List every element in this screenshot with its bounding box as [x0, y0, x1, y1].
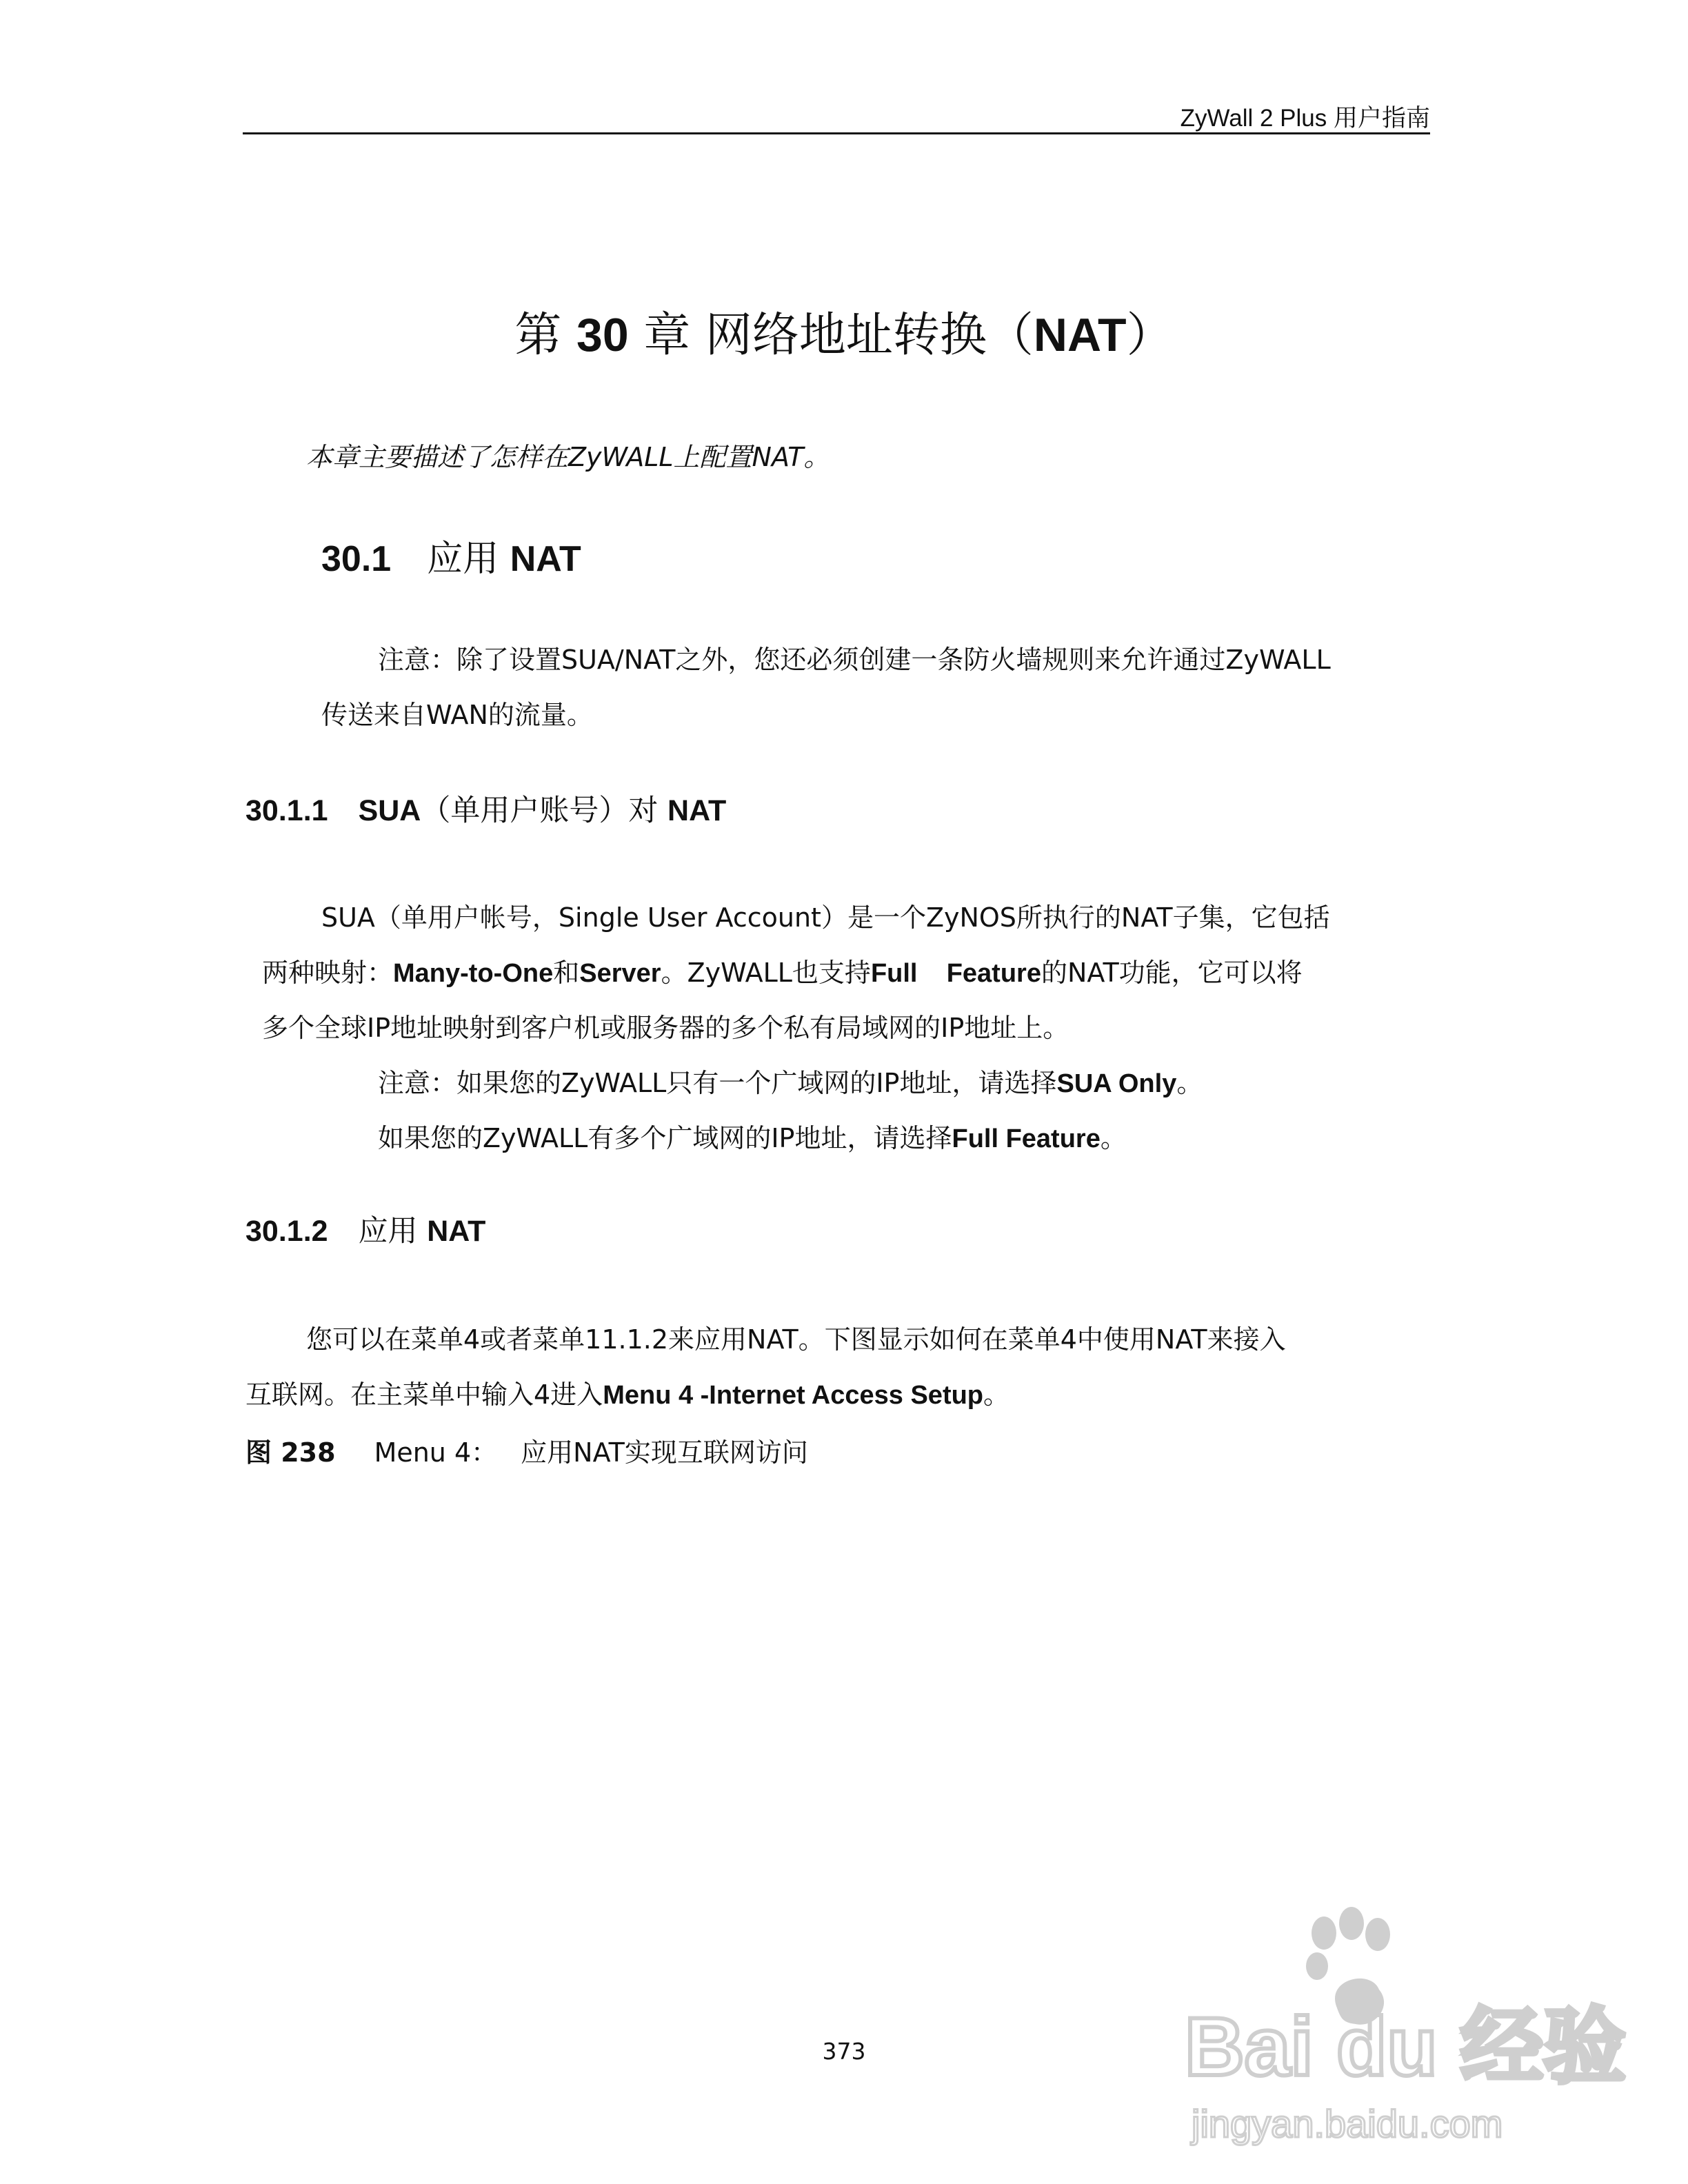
chapter-number: 30 [576, 309, 629, 361]
note2-line1-b: SUA Only [1056, 1069, 1177, 1098]
section-30-1-2-heading [245, 1208, 485, 1250]
chapter-title [0, 298, 1688, 365]
apply-line2-a: 互联网。在主菜单中输入4进入 [245, 1379, 603, 1410]
note2-line1-a: 注意：如果您的ZyWALL只有一个广域网的IP地址，请选择 [378, 1068, 1057, 1098]
page-header-title: ZyWall 2 Plus 用户指南 [1180, 105, 1430, 132]
sua-line2-a: 两种映射： [262, 958, 394, 988]
figure-caption-text: 应用NAT实现互联网访问 [521, 1437, 808, 1468]
note2-line1-c: 。 [1176, 1068, 1203, 1098]
section-title: 应用 [427, 538, 510, 580]
note2-line2-b: Full Feature [952, 1124, 1101, 1153]
chapter-nat: NAT [1033, 309, 1127, 361]
section-number: 30.1.2 [245, 1215, 328, 1248]
note1-line2: 传送来自WAN的流量。 [321, 700, 593, 730]
note2-line2-a: 如果您的ZyWALL有多个广域网的IP地址，请选择 [378, 1123, 952, 1153]
section-30-1-heading [321, 529, 581, 581]
baidu-watermark [1164, 1903, 1627, 2151]
figure-label: 图 238 [245, 1437, 336, 1468]
apply-line2-c: 。 [983, 1379, 1010, 1410]
section-title-bold: NAT [510, 539, 581, 579]
section-title-b: （单用户账号）对 [421, 793, 668, 828]
sua-line2-c: 和 [553, 958, 580, 988]
sua-line2-e: 。ZyWALL也支持 [661, 958, 871, 988]
watermark-url: jingyan.baidu.com [1192, 2102, 1503, 2145]
sua-line2-g: 的NAT功能，它可以将 [1041, 958, 1303, 988]
figure-menu: Menu 4： [374, 1437, 498, 1468]
apply-line2-b: Menu 4 -Internet Access Setup [603, 1381, 984, 1410]
sua-line2-d: Server [579, 959, 661, 988]
section-title-a: 应用 [358, 1214, 428, 1248]
section-number: 30.1.1 [245, 794, 328, 827]
chapter-prefix: 第 [514, 308, 562, 363]
sua-line2-f: Full Feature [870, 959, 1041, 988]
section-title-b: NAT [427, 1215, 486, 1248]
section-title-c: NAT [667, 794, 727, 827]
figure-caption [245, 1431, 808, 1469]
note2-line2 [378, 1117, 1127, 1155]
watermark-brand: Bai du 经验 [1185, 2001, 1627, 2093]
chapter-close: ） [1126, 308, 1174, 363]
apply-line2 [245, 1373, 1009, 1411]
sua-line2-b: Many-to-One [393, 959, 554, 988]
section-title-a: SUA [358, 794, 421, 827]
sua-line3: 多个全球IP地址映射到客户机或服务器的多个私有局域网的IP地址上。 [262, 1013, 1069, 1043]
sua-line2 [262, 951, 1303, 989]
note1-line1: 注意：除了设置SUA/NAT之外，您还必须创建一条防火墙规则来允许通过ZyWALL [378, 645, 1331, 675]
section-30-1-1-heading [245, 787, 726, 829]
chapter-intro: 本章主要描述了怎样在ZyWALL上配置NAT。 [306, 442, 830, 472]
section-number: 30.1 [321, 539, 392, 579]
chapter-suffix: 章 网络地址转换（ [643, 308, 1034, 363]
note2-line1 [378, 1062, 1203, 1100]
sua-line1: SUA（单用户帐号，Single User Account）是一个ZyNOS所执行的NAT子集，它包括 [321, 902, 1330, 933]
note2-line2-c: 。 [1100, 1123, 1127, 1153]
page-number: 373 [822, 2038, 866, 2065]
apply-line1: 您可以在菜单4或者菜单11.1.2来应用NAT。下图显示如何在菜单4中使用NAT来接入 [306, 1324, 1286, 1355]
header-divider [243, 132, 1430, 134]
